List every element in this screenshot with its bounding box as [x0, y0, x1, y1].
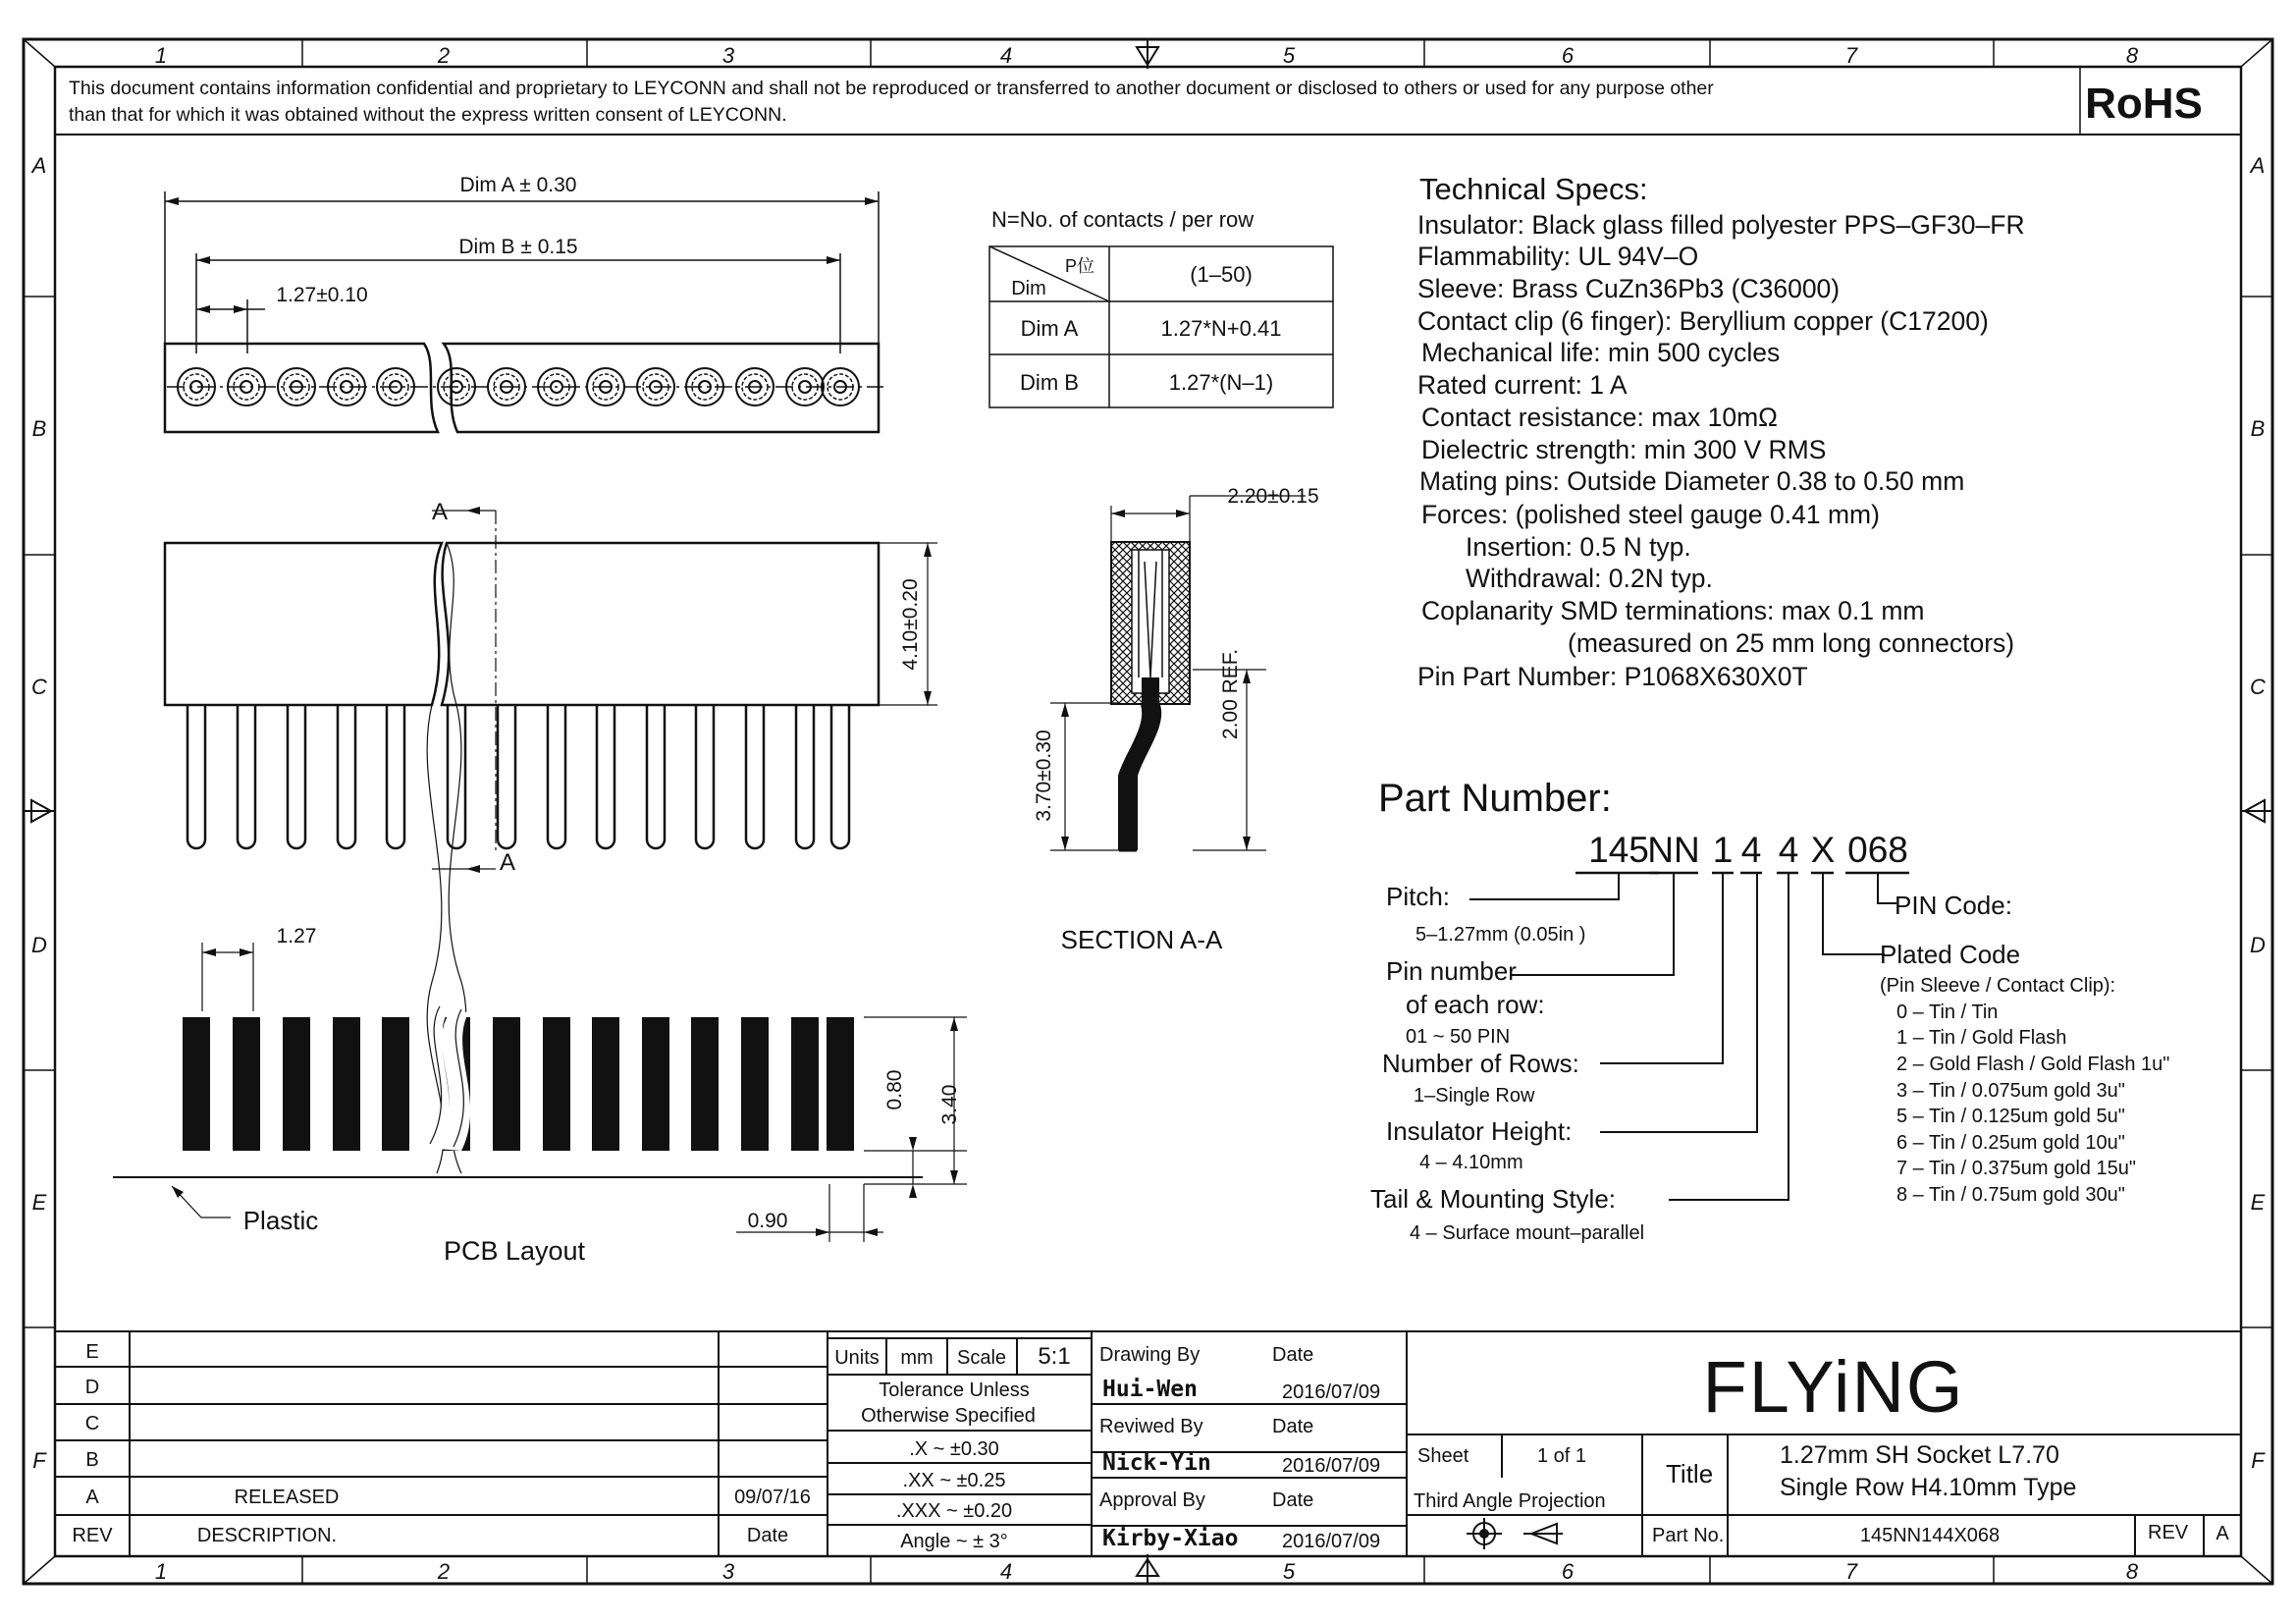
approval-date: 2016/07/09: [1282, 1531, 1381, 1552]
drawing-date: 2016/07/09: [1282, 1381, 1381, 1403]
reviewed-date-label: Date: [1272, 1416, 1314, 1437]
title-label: Title: [1666, 1459, 1714, 1488]
section-ref-label: 2.00 REF.: [1219, 648, 1242, 740]
spec-line: (measured on 25 mm long connectors): [1568, 628, 2015, 658]
height-dim-label: 4.10±0.20: [899, 578, 922, 671]
pn-segment-pins: NN: [1647, 830, 1700, 870]
rev-cell: D: [84, 1377, 100, 1398]
pcb-layout-title: PCB Layout: [443, 1236, 586, 1266]
approval-by-label: Approval By: [1099, 1489, 1205, 1511]
plated-code-sub: (Pin Sleeve / Contact Clip):: [1880, 975, 2116, 997]
contact-pins: [187, 705, 849, 848]
pad-length-label: 3.40: [938, 1084, 961, 1125]
row-label: B: [2250, 416, 2266, 441]
pcb-pad: [382, 1017, 409, 1151]
pcb-pad: [183, 1017, 210, 1151]
rev-date-cell: 09/07/16: [734, 1487, 811, 1508]
col-label: 8: [2125, 43, 2139, 68]
col-label: 8: [2125, 1559, 2139, 1584]
drawing-by-label: Drawing By: [1099, 1344, 1201, 1366]
dim-b-label: Dim B ± 0.15: [458, 236, 578, 258]
plated-option: 7 – Tin / 0.375um gold 15u": [1896, 1158, 2136, 1179]
contact-pin: [696, 705, 714, 848]
pins-code-label: Pin number: [1386, 956, 1517, 986]
rev-value: A: [2216, 1523, 2229, 1544]
reviewed-by-name: Nick-Yin: [1102, 1450, 1211, 1476]
section-mark-top: A: [431, 499, 449, 525]
pn-segment-pitch: 145: [1588, 830, 1649, 870]
dim-a-label: Dim A ± 0.30: [459, 174, 577, 196]
pcb-pad: [493, 1017, 520, 1151]
table-corner-top: P位: [1064, 256, 1095, 276]
contact-pin: [796, 705, 814, 848]
rev-label: REV: [2148, 1522, 2189, 1543]
pcb-layout: [113, 925, 967, 1266]
pins-code-value: 01 ~ 50 PIN: [1406, 1026, 1511, 1048]
section-width-label: 2.20±0.15: [1227, 485, 1319, 508]
tolerance-line2: Otherwise Specified: [861, 1405, 1036, 1427]
spec-line: Contact resistance: max 10mΩ: [1421, 403, 1778, 432]
plated-option: 0 – Tin / Tin: [1896, 1001, 1999, 1023]
col-label: 2: [437, 1559, 451, 1584]
col-label: 1: [154, 43, 168, 68]
tolerance-row: Angle ~ ± 3°: [900, 1531, 1008, 1552]
row-label: A: [2250, 153, 2266, 178]
row-label: E: [2250, 1190, 2266, 1215]
height-code-value: 4 – 4.10mm: [1419, 1152, 1523, 1173]
spec-line: Pin Part Number: P1068X630X0T: [1417, 662, 1808, 691]
tail-code-value: 4 – Surface mount–parallel: [1410, 1222, 1645, 1244]
spec-line: Mechanical life: min 500 cycles: [1421, 338, 1781, 367]
part-no-value: 145NN144X068: [1859, 1525, 2001, 1546]
section-tail-label: 3.70±0.30: [1033, 730, 1055, 822]
plated-option: 3 – Tin / 0.075um gold 3u": [1896, 1080, 2125, 1102]
contact-pin: [597, 705, 614, 848]
height-code-label: Insulator Height:: [1386, 1116, 1573, 1146]
tolerance-line1: Tolerance Unless: [879, 1380, 1030, 1401]
pcb-pad: [333, 1017, 360, 1151]
technical-specs: [1417, 172, 2025, 691]
confidentiality-notice-line1: This document contains information confidential and proprietary to LEYCONN and shall not be reproduced or transferred to another document or disclosed to others or used for any purpose other: [69, 78, 1714, 99]
part-number-breakdown: [1370, 777, 2169, 1244]
spec-line: Insulator: Black glass filled polyester PPS–GF30–FR: [1417, 210, 2025, 240]
contact-pin: [647, 705, 665, 848]
tolerance-row: .XX ~ ±0.25: [902, 1470, 1006, 1491]
reviewed-date: 2016/07/09: [1282, 1455, 1381, 1477]
company-logo: FLYiNG: [1702, 1346, 1965, 1428]
spec-line: Insertion: 0.5 N typ.: [1466, 532, 1691, 562]
col-label: 1: [154, 1559, 168, 1584]
sheet-label: Sheet: [1417, 1445, 1469, 1467]
pn-segment-tail: 4: [1778, 830, 1799, 870]
section-title: SECTION A-A: [1060, 925, 1223, 954]
plastic-label: Plastic: [242, 1206, 319, 1235]
row-label: E: [31, 1190, 47, 1215]
drawing-date-label: Date: [1272, 1344, 1314, 1366]
col-label: 6: [1561, 1559, 1575, 1584]
row-label: D: [2250, 933, 2266, 957]
col-label: 7: [1844, 43, 1858, 68]
contact-pin: [288, 705, 305, 848]
row-label: F: [2251, 1448, 2265, 1473]
table-row-label: Dim B: [1020, 370, 1079, 395]
pitch-label: 1.27±0.10: [276, 284, 368, 306]
col-label: 2: [437, 43, 451, 68]
rows-code-label: Number of Rows:: [1382, 1049, 1579, 1078]
drawing-title-line2: Single Row H4.10mm Type: [1780, 1474, 2077, 1501]
plated-option: 1 – Tin / Gold Flash: [1896, 1027, 2067, 1049]
offset-label: 0.90: [747, 1210, 788, 1232]
table-row-label: Dim A: [1020, 316, 1079, 341]
contact-pin: [548, 705, 565, 848]
rev-header: REV: [72, 1525, 113, 1546]
contact-pin: [387, 705, 404, 848]
units-label: Units: [834, 1347, 880, 1369]
part-number-heading: Part Number:: [1378, 777, 1612, 820]
section-mark-bottom: A: [499, 849, 516, 876]
table-row-value: 1.27*N+0.41: [1160, 316, 1282, 341]
spec-line: Flammability: UL 94V–O: [1417, 242, 1699, 271]
pcb-pad: [233, 1017, 260, 1151]
title-block: [55, 1331, 2241, 1556]
spec-line: Dielectric strength: min 300 V RMS: [1421, 435, 1827, 464]
contact-pin: [238, 705, 255, 848]
col-label: 4: [999, 43, 1013, 68]
rev-cell: C: [84, 1413, 100, 1434]
dimension-table: [989, 207, 1333, 407]
rows-code-value: 1–Single Row: [1414, 1085, 1535, 1107]
pcb-pad: [827, 1017, 854, 1151]
plated-code-label: Plated Code: [1880, 940, 2021, 969]
pcb-pad: [592, 1017, 619, 1151]
table-header-range: (1–50): [1190, 262, 1253, 287]
plated-option: 2 – Gold Flash / Gold Flash 1u": [1896, 1054, 2170, 1075]
pad-width-label: 0.80: [883, 1069, 906, 1110]
spec-line: Contact clip (6 finger): Beryllium copper (C17200): [1417, 306, 1989, 336]
top-view-body: [165, 344, 879, 432]
col-label: 3: [721, 1559, 735, 1584]
pin-code-label: PIN Code:: [1895, 891, 2012, 920]
spec-line: Coplanarity SMD terminations: max 0.1 mm: [1421, 596, 1925, 625]
top-view: [165, 174, 883, 432]
tolerance-row: .X ~ ±0.30: [909, 1438, 999, 1460]
spec-line: Mating pins: Outside Diameter 0.38 to 0.50 mm: [1419, 466, 1965, 496]
tolerance-row: .XXX ~ ±0.20: [895, 1500, 1013, 1522]
rev-desc-cell: RELEASED: [234, 1487, 340, 1508]
col-label: 6: [1561, 43, 1575, 68]
spec-line: Rated current: 1 A: [1417, 370, 1628, 400]
approval-date-label: Date: [1272, 1489, 1314, 1511]
pcb-pads: [183, 1017, 854, 1151]
plated-option: 5 – Tin / 0.125um gold 5u": [1896, 1106, 2125, 1127]
row-label: C: [31, 675, 47, 699]
col-label: 3: [721, 43, 735, 68]
rev-cell: E: [85, 1341, 99, 1363]
col-label: 4: [999, 1559, 1013, 1584]
pcb-pad: [283, 1017, 310, 1151]
tail-code-label: Tail & Mounting Style:: [1370, 1184, 1617, 1214]
pcb-pad: [543, 1017, 570, 1151]
confidentiality-notice-line2: than that for which it was obtained without the express written consent of LEYCONN.: [69, 104, 787, 126]
pcb-pad: [741, 1017, 769, 1151]
contact-pin: [831, 705, 849, 848]
rev-cell: A: [85, 1487, 99, 1508]
pn-segment-rows: 1: [1712, 830, 1734, 870]
plated-option: 8 – Tin / 0.75um gold 30u": [1896, 1184, 2125, 1206]
table-row-value: 1.27*(N–1): [1168, 370, 1274, 395]
part-no-label: Part No.: [1652, 1525, 1725, 1546]
spec-line: Sleeve: Brass CuZn36Pb3 (C36000): [1417, 274, 1841, 303]
pins-code-label2: of each row:: [1406, 990, 1545, 1019]
reviewed-by-label: Reviwed By: [1099, 1416, 1203, 1437]
pitch-code-value: 5–1.27mm (0.05in ): [1415, 924, 1586, 946]
col-label: 7: [1844, 1559, 1858, 1584]
sheet-value: 1 of 1: [1537, 1445, 1587, 1467]
col-label: 5: [1282, 1559, 1296, 1584]
desc-header: DESCRIPTION.: [196, 1525, 338, 1546]
col-label: 5: [1282, 43, 1296, 68]
pcb-pad: [642, 1017, 669, 1151]
pitch-code-label: Pitch:: [1386, 882, 1451, 911]
table-caption: N=No. of contacts / per row: [991, 207, 1255, 232]
contact-pin: [498, 705, 515, 848]
row-label: A: [31, 153, 47, 178]
table-corner-bottom: Dim: [1011, 278, 1046, 299]
rev-cell: B: [85, 1449, 99, 1471]
approval-by-name: Kirby-Xiao: [1102, 1526, 1239, 1551]
spec-line: Withdrawal: 0.2N typ.: [1466, 564, 1713, 593]
row-label: D: [31, 933, 47, 957]
rohs-mark: RoHS: [2085, 80, 2203, 128]
contact-pin: [448, 705, 465, 848]
pcb-pitch-label: 1.27: [276, 925, 317, 947]
pn-segment-height: 4: [1740, 830, 1762, 870]
projection-label: Third Angle Projection: [1414, 1490, 1606, 1512]
row-label: B: [31, 416, 47, 441]
row-label: F: [32, 1448, 46, 1473]
contact-pin: [187, 705, 205, 848]
contact-pin: [746, 705, 764, 848]
section-view: [1033, 485, 1319, 954]
third-angle-projection-icon: [1467, 1518, 1563, 1549]
scale-label: Scale: [956, 1347, 1007, 1369]
row-label: C: [2250, 675, 2266, 699]
date-header: Date: [746, 1525, 789, 1546]
drawing-by-name: Hui-Wen: [1102, 1377, 1198, 1402]
pn-segment-pin-code: 068: [1847, 830, 1908, 870]
drawing-title-line1: 1.27mm SH Socket L7.70: [1780, 1441, 2059, 1469]
plated-option: 6 – Tin / 0.25um gold 10u": [1896, 1132, 2125, 1154]
pcb-pad: [791, 1017, 819, 1151]
scale-value: 5:1: [1038, 1343, 1071, 1370]
specs-heading: Technical Specs:: [1419, 172, 1648, 206]
pcb-pad: [691, 1017, 719, 1151]
spec-line: Forces: (polished steel gauge 0.41 mm): [1421, 500, 1880, 529]
contact-pin: [338, 705, 355, 848]
pn-segment-plating: X: [1810, 830, 1836, 870]
units-value: mm: [900, 1347, 934, 1369]
